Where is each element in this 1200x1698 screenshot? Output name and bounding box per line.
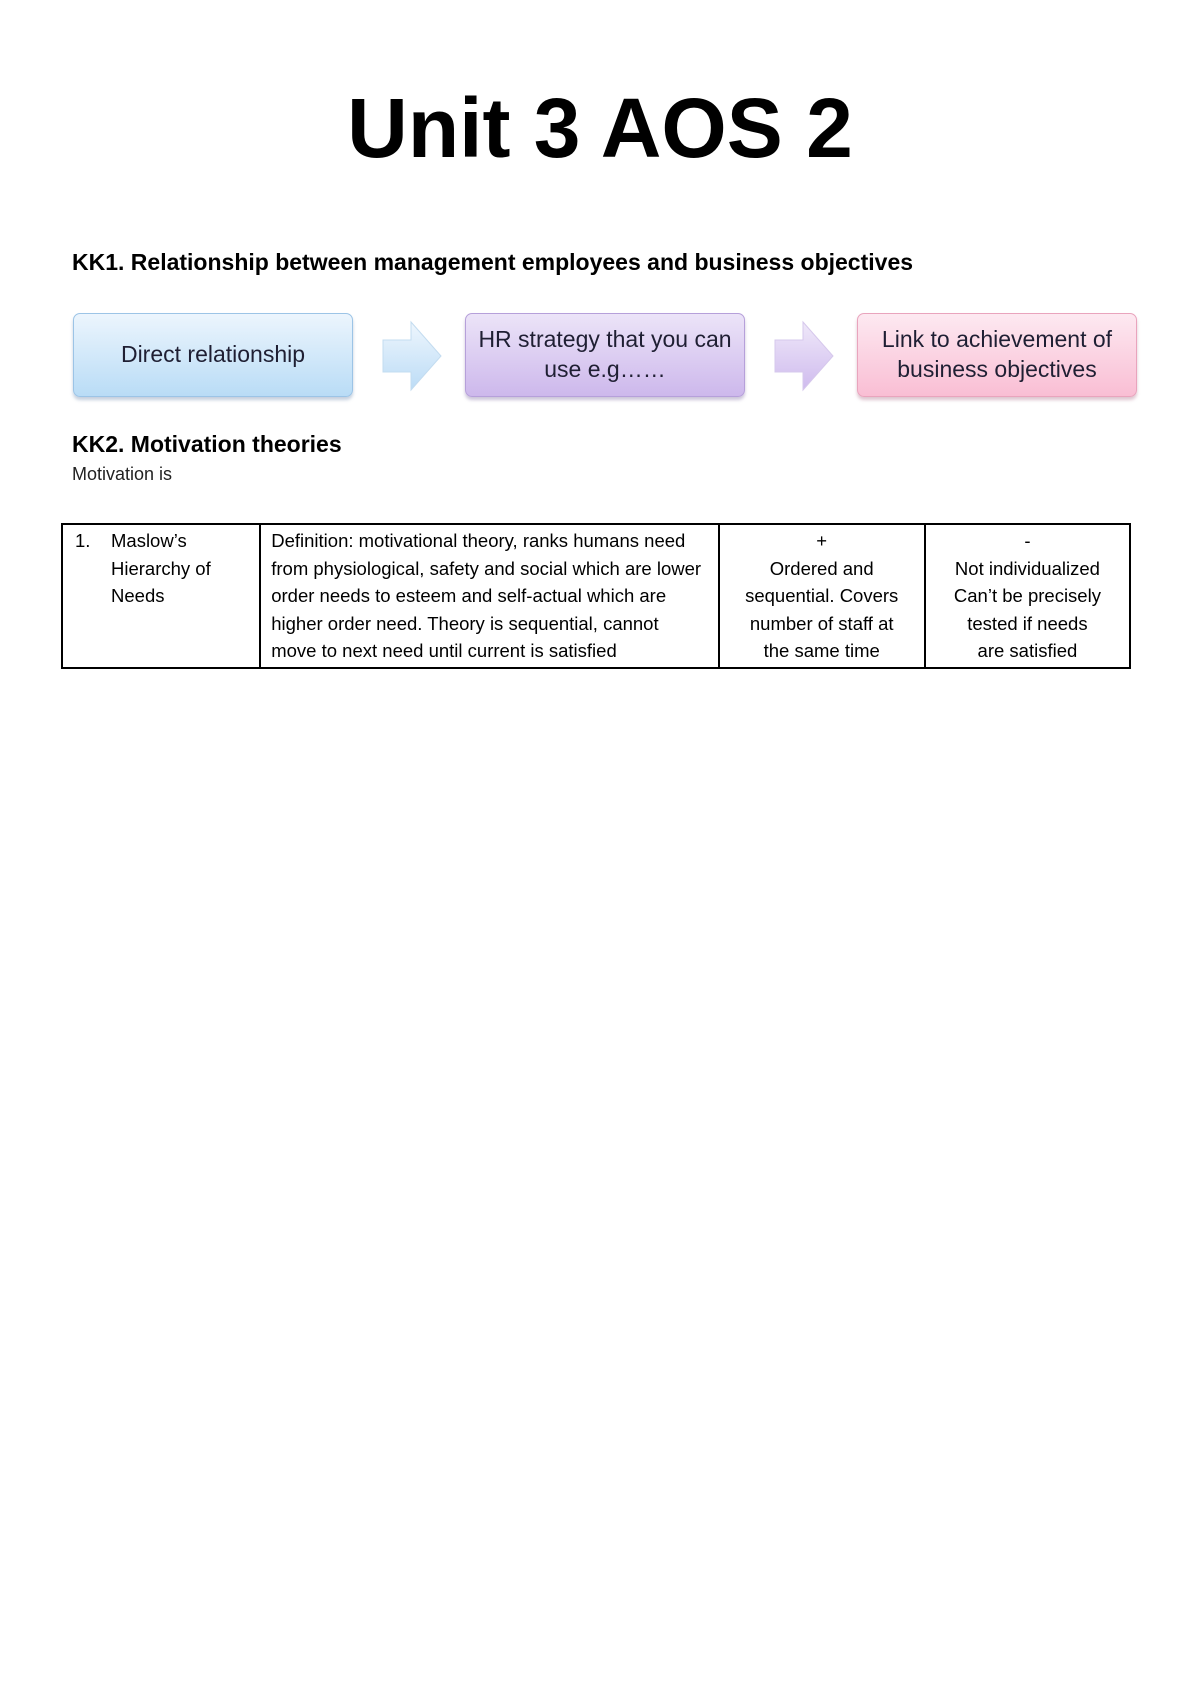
theory-cons-cell xyxy=(925,524,1130,668)
theory-name-line: Maslow’s xyxy=(111,530,187,551)
flow-box-label: Direct relationship xyxy=(120,341,306,368)
pros-line: number of staff at xyxy=(749,612,894,634)
theory-name-cell xyxy=(62,524,260,668)
flow-box-label: HR strategy that you can use e.g…… xyxy=(478,326,732,382)
flow-arrow-icon xyxy=(381,320,443,392)
cons-line: Not individualized xyxy=(954,557,1100,579)
page-title: Unit 3 AOS 2 xyxy=(347,81,853,175)
theory-name-line: Hierarchy of xyxy=(111,557,211,579)
cons-line: Can’t be precisely xyxy=(953,585,1101,606)
pros-line: the same time xyxy=(763,640,880,661)
theory-pros-cell xyxy=(719,524,925,668)
kk2-heading: KK2. Motivation theories xyxy=(72,431,342,457)
theory-number: 1. xyxy=(75,530,91,551)
theory-definition: Definition: motivational theory, ranks humans need from physiological, safety and social which are lower order needs to esteem and self-actual which are higher order need. Theory is sequential, cannot move to next need until current is satisfied xyxy=(271,530,702,661)
flow-arrow-icon xyxy=(773,320,835,392)
flow-box-business-objectives xyxy=(857,313,1137,397)
table-row xyxy=(62,524,1130,668)
theory-name xyxy=(111,527,211,610)
cons-line: are satisfied xyxy=(977,640,1078,661)
motivation-theories-table xyxy=(61,523,1131,669)
theory-definition-cell xyxy=(260,524,718,668)
pros-line: + xyxy=(816,530,828,551)
pros-line: sequential. Covers xyxy=(745,585,899,606)
cons-line: tested if needs xyxy=(967,612,1088,634)
kk1-heading: KK1. Relationship between management employees and business objectives xyxy=(72,249,914,275)
pros-line: Ordered and xyxy=(769,557,874,579)
flow-box-direct-relationship xyxy=(73,313,353,397)
cons-line: - xyxy=(1024,530,1031,551)
theory-name-line: Needs xyxy=(111,585,165,606)
flow-box-label: Link to achievement of business objectives xyxy=(881,326,1113,382)
motivation-subtext: Motivation is xyxy=(72,464,173,484)
flow-box-hr-strategy xyxy=(465,313,745,397)
